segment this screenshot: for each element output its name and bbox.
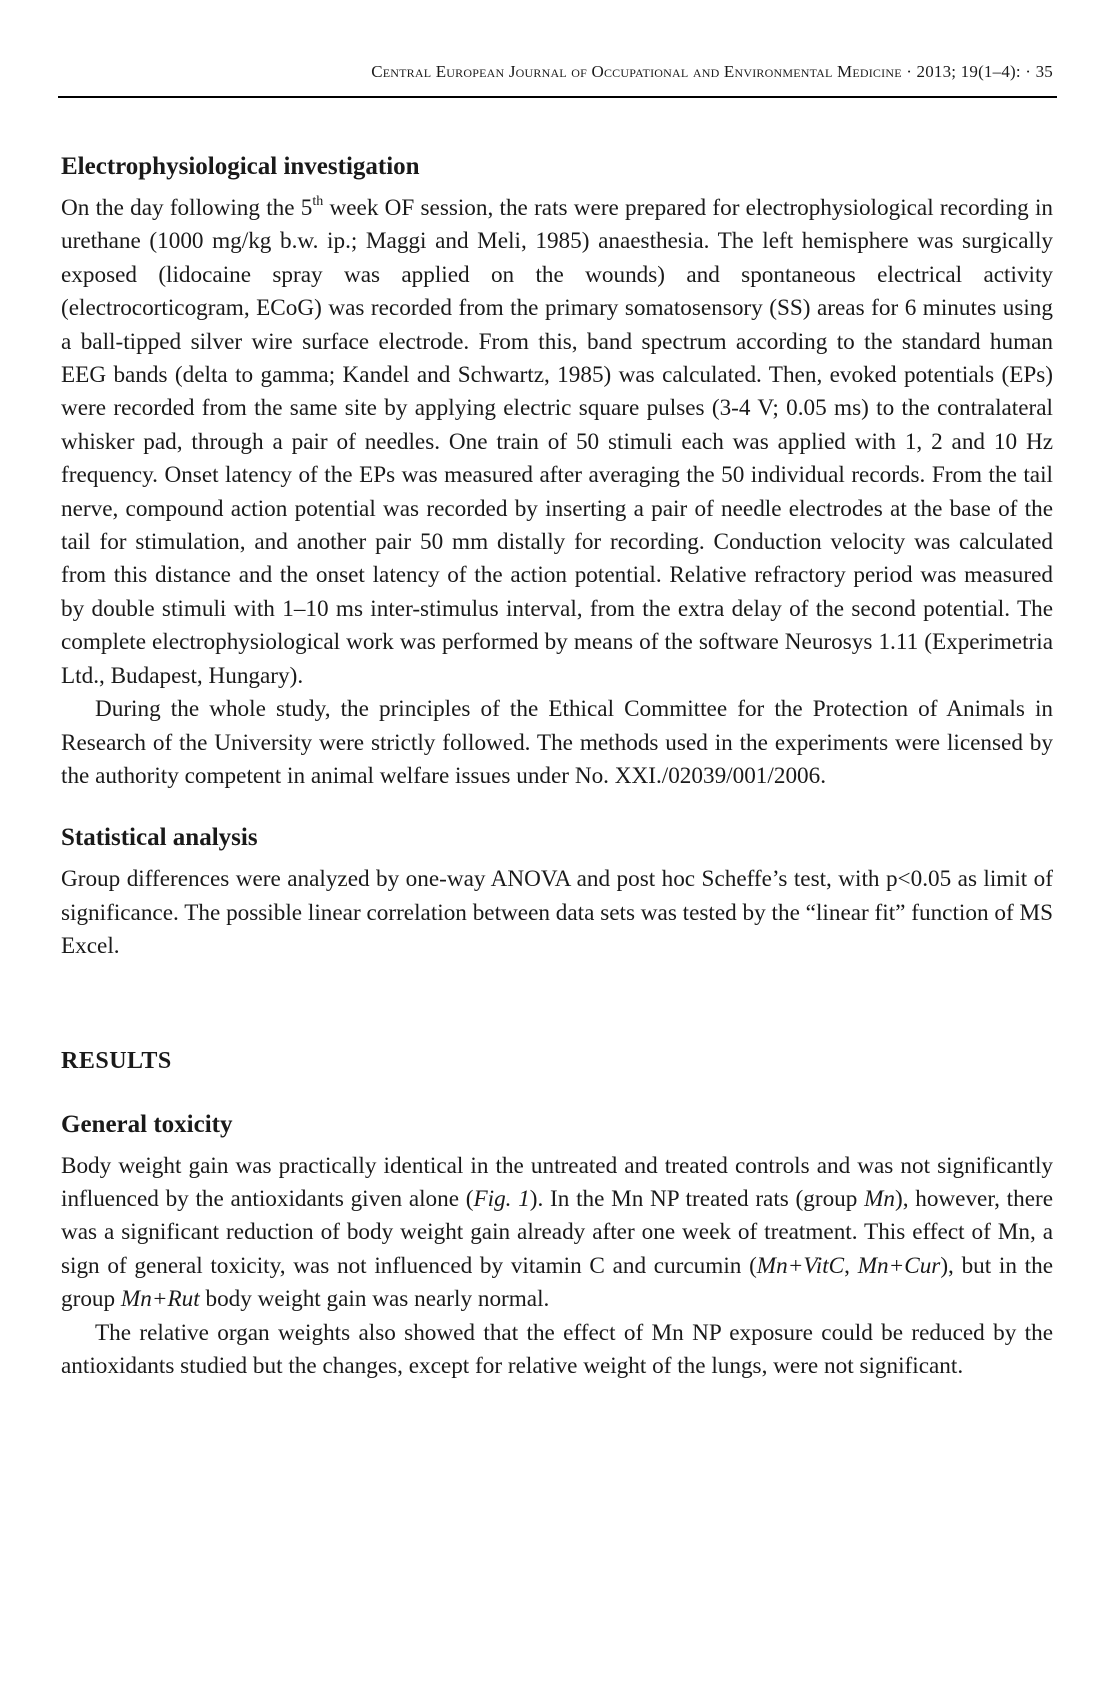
paragraph-toxicity-1 — [61, 1150, 1053, 1317]
section-heading-electrophysiology: Electrophysiological investigation — [61, 153, 420, 180]
text-run: On the day following the 5 — [61, 195, 313, 221]
figure-reference: Fig. 1 — [473, 1185, 530, 1212]
text-run: Body weight gain was practically identical in the untreated and treated controls and was not significantly influenced by the antioxidants given alone ( — [61, 1152, 1053, 1212]
paragraph-electrophysiology-1 — [61, 192, 1053, 693]
text-run: ), however, there was a significant reduction of body weight gain already after one week of treatment. This effect of Mn, a sign of general toxicity, was not influenced by vitamin C and curcumin ( — [61, 1185, 1053, 1279]
group-name: Mn+VitC — [756, 1252, 845, 1279]
running-header — [61, 62, 1053, 82]
paragraph-electrophysiology-2: During the whole study, the principles of the Ethical Committee for the Protection of Animals in Research of the University were strictly followed. The methods used in the experiments were licensed by the authority competent in animal welfare issues under No. XXI./02039/001/2006. — [61, 696, 1053, 789]
group-name: Mn — [864, 1185, 895, 1212]
group-name: Mn+Cur — [857, 1252, 941, 1279]
text-run: ). In the Mn NP treated rats (group — [529, 1185, 865, 1212]
group-name: Mn+Rut — [120, 1286, 200, 1313]
section-heading-statistics: Statistical analysis — [61, 824, 258, 852]
header-separator: · — [1025, 62, 1036, 81]
page-number: 35 — [1035, 62, 1053, 81]
header-rule — [58, 96, 1057, 98]
text-run: week OF session, the rats were prepared for electrophysiological recording in urethane (1000 mg/kg b.w. ip.; Maggi and Meli, 1985) anaesthesia. The left hemisphere was surgically exposed (lidocaine spray was applied on the wounds) and spontaneous electrical activity (electrocorticogram, ECoG) was recorded from the primary somatosensory (SS) areas for 6 minutes using a ball-tipped silver wire surface electrode. From this, band spectrum according to the standard human EEG bands (delta to gamma; Kandel and Schwartz, 1985) was calculated. Then, evoked potentials (EPs) were recorded from the same site by applying electric square pulses (3-4 V; 0.05 ms) to the contralateral whisker pad, through a pair of needles. One train of 50 stimuli each was applied with 1, 2 and 10 Hz frequency. Onset latency of the EPs was measured after averaging the 50 individual records. From the tail nerve, compound action potential was recorded by inserting a pair of needle electrodes at the base of the tail for stimulation, and another pair 50 mm distally for recording. Conduction velocity was calculated from this distance and the onset latency of the action potential. Relative refractory period was measured by double stimuli with 1–10 ms inter-stimulus interval, from the extra delay of the second potential. The complete electrophysiological work was performed by means of the software Neurosys 1.11 (Experimetria Ltd., Budapest, Hungary). — [61, 195, 1053, 689]
text-run: ), but in the group — [61, 1252, 1054, 1313]
section-heading-results: RESULTS — [61, 1047, 172, 1074]
header-separator: · — [906, 62, 917, 81]
paragraph-statistics: Group differences were analyzed by one-way ANOVA and post hoc Scheffe’s test, with p<0.05 as limit of significance. The possible linear correlation between data sets was tested by the “linear fit” function of MS Excel. — [61, 866, 1053, 960]
superscript: th — [312, 194, 324, 209]
text-run: body weight gain was nearly normal. — [199, 1286, 550, 1313]
journal-title: Central European Journal of Occupational and Environmental Medicine — [371, 62, 902, 81]
paragraph-toxicity-2: The relative organ weights also showed that the effect of Mn NP exposure could be reduced by the antioxidants studied but the changes, except for relative weight of the lungs, were not significant. — [61, 1319, 1053, 1379]
section-heading-general-toxicity: General toxicity — [61, 1110, 233, 1138]
text-run: , — [844, 1252, 858, 1279]
issue-info: 2013; 19(1–4): — [916, 62, 1021, 81]
article-body — [61, 152, 1053, 1383]
